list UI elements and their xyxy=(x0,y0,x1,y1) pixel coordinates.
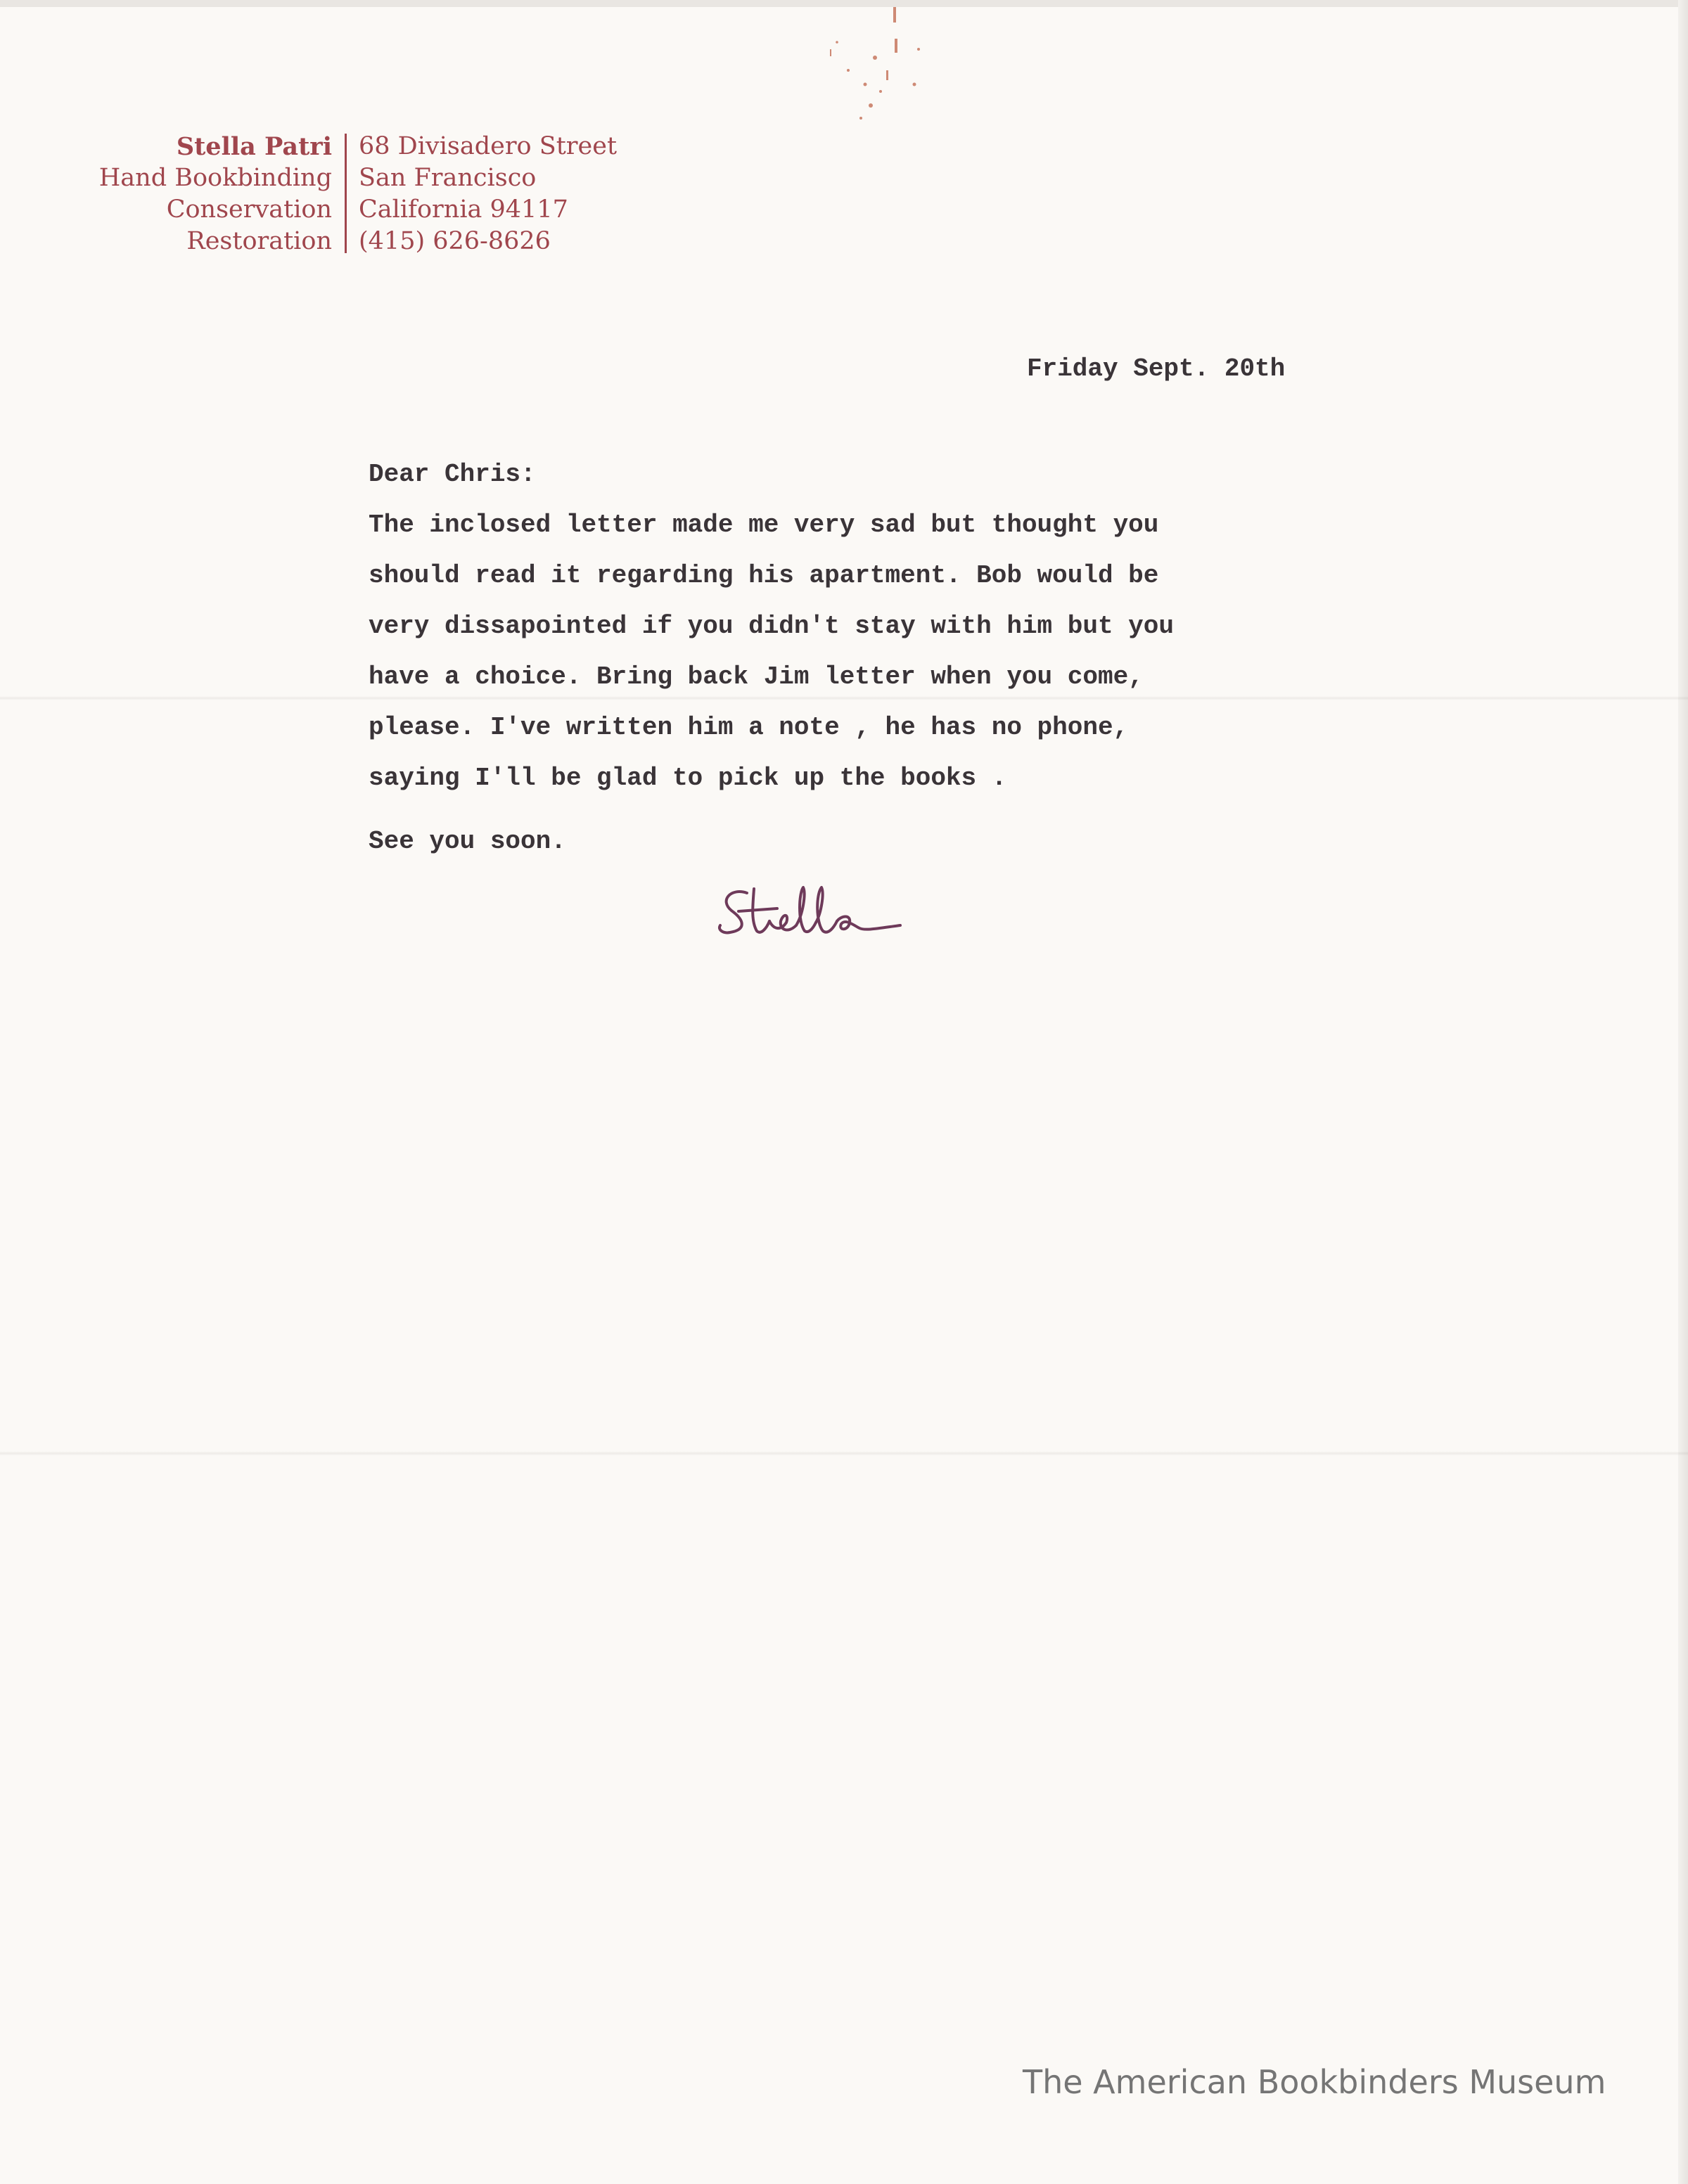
letterhead-service: Restoration xyxy=(186,227,332,255)
letter-salutation: Dear Chris: xyxy=(369,460,536,489)
body-line: The inclosed letter made me very sad but thought you xyxy=(369,510,1159,539)
paper-right-edge xyxy=(1678,0,1688,2184)
letter-body xyxy=(369,508,1174,811)
body-line: saying I'll be glad to pick up the books . xyxy=(369,764,1007,792)
body-line: very dissapointed if you didn't stay with him but you xyxy=(369,612,1174,641)
letterhead-services xyxy=(99,131,332,257)
letterhead-service: Conservation xyxy=(166,195,332,224)
letter-date: Friday Sept. 20th xyxy=(1027,354,1286,383)
body-line: should read it regarding his apartment. Bob would be xyxy=(369,561,1159,590)
letterhead-name: Stella Patri xyxy=(176,132,332,161)
address-line: California 94117 xyxy=(359,195,568,224)
address-line: 68 Divisadero Street xyxy=(359,132,618,160)
museum-watermark: The American Bookbinders Museum xyxy=(1023,2063,1606,2101)
address-line: San Francisco xyxy=(359,164,537,192)
address-line: (415) 626-8626 xyxy=(359,227,551,255)
handwritten-signature xyxy=(710,872,921,949)
letter-closing: See you soon. xyxy=(369,827,566,856)
letterhead-divider xyxy=(345,134,347,253)
letterhead-address xyxy=(359,131,617,257)
body-line: please. I've written him a note , he has no phone, xyxy=(369,713,1129,742)
body-line: have a choice. Bring back Jim letter when you come, xyxy=(369,662,1144,691)
rust-stain xyxy=(816,0,928,134)
paper-fold-lower xyxy=(0,1451,1688,1456)
letterhead-service: Hand Bookbinding xyxy=(98,164,332,192)
